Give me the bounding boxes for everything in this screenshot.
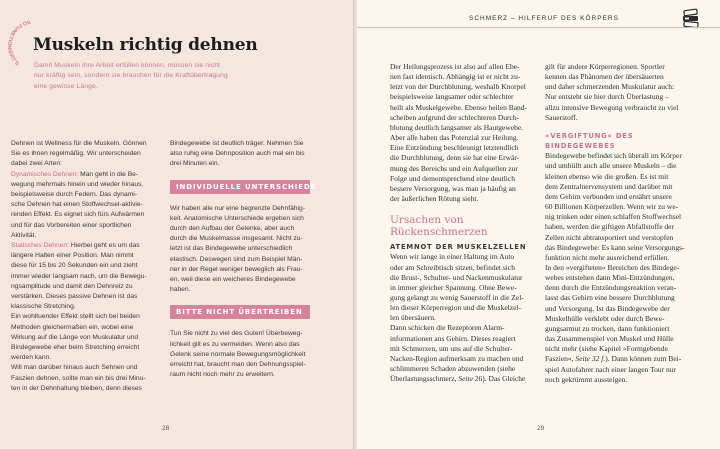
text-line: Methoden gleichermaßen ein, wobei eine (11, 323, 134, 331)
text-line: informationen ans Gehirn. Dieses reagiert (390, 333, 516, 343)
dynamic-stretching-line (11, 170, 166, 180)
text-line: verstärken. Dieses passive Dehnen ist das (11, 293, 138, 301)
page-reference: Seite 32 f. (575, 354, 606, 364)
text-line: Bindegewebe eher beim Stretching erreicht (11, 344, 140, 352)
text-line: nig trinken oder einen schlaffen Stoffwechsel (545, 212, 682, 222)
text-line: letzt von der Durchblutung, weshalb Knorpel (390, 82, 526, 92)
right-column-1 (390, 62, 530, 384)
text-line: Nur entsteht sie hier durch Überlastung – (545, 92, 669, 102)
text-line: Dehnen ist Wellness für die Muskeln. Gönnen (11, 140, 147, 147)
text-line: Wenn wir lange in einer Haltung im Auto (390, 252, 515, 262)
text-line: diese für 15 bis 20 Sekunden ein und zieht (11, 262, 138, 270)
text-fragment: Faszien«, (545, 354, 576, 364)
text-line: gung gelangt zu wenig Sauerstoff in die Zel- (390, 292, 524, 302)
heading-dont-overdo: BITTE NICHT ÜBERTREIBEN (170, 305, 310, 319)
text-line: Tun Sie nicht zu viel des Guten! Überbeweg- (170, 330, 303, 338)
text-line: die Durchblutung, denn sie hat eine Erwär- (390, 153, 520, 163)
text-line: scheiben aufgrund der schlechteren Durch- (390, 112, 520, 122)
intro-line: Damit Muskeln ihre Arbeit erfüllen können, müssen sie nicht (34, 62, 221, 69)
page-reference: Seite (458, 374, 473, 384)
text-line: Will man darüber hinaus auch Sehnen und (11, 364, 138, 372)
text-line (545, 354, 700, 364)
text-line: Gelenk seine normale Bewegungsmöglichkeit (170, 350, 306, 358)
text-line: immer wieder langsam nach, um die Bewegu- (11, 272, 147, 280)
text-fragment: Überlastungsschmerz, (390, 374, 459, 384)
text-line: lasst das Gehirn eine bessere Durchblutung (545, 293, 675, 303)
text-line: Der Heilungsprozess ist also auf allen Ebe- (390, 62, 520, 71)
text-line: webes entstehen dann Mini-Entzündungen, (545, 273, 675, 283)
text-line: 60 Billionen Körperzellen. Wenn wir zu we- (545, 202, 679, 212)
page-number-left: 28 (162, 425, 170, 432)
text-line: gilt für andere Körperregionen. Sportler (545, 62, 665, 71)
text-line: werden kann. (11, 354, 52, 362)
text-line: ten in der Dehnhaltung bleiben, denn dieses (11, 384, 142, 392)
text-line: Faszien dehnen, sollte man ein bis drei Minu- (11, 374, 146, 382)
text-line: ner in der Regel weniger beweglich als Frau- (170, 265, 303, 273)
text-line: kennen das Phänomen der übersäuerten (545, 72, 664, 82)
text-line: spiel Autofahrer nach einer langen Tour nur (545, 364, 676, 374)
text-line: raum nicht noch mehr zu erweitern. (170, 371, 275, 379)
text-line: das Bindegewebe: Es kann seine Versorgungs- (545, 242, 685, 252)
text-line: durch den Aufbau der Gelenke, aber auch (170, 225, 295, 233)
dynamic-stretching-label: Dynamisches Dehnen: (11, 170, 79, 178)
text-line: bessere Versorgung, was man ja häufig an (390, 183, 516, 193)
text-line: allzu intensive Bewegung verbraucht zu viel (545, 102, 679, 112)
text-fragment: Man geht in die Be- (78, 170, 139, 178)
text-line: längere Halten einer Position. Man nimmt (11, 252, 134, 260)
text-line: haben, werden die giftigen Abfallstoffe der (545, 222, 674, 232)
text-line: renden Effekt. Es eignet sich fürs Aufwärmen (11, 211, 145, 219)
text-line: haben. (170, 286, 191, 294)
text-line: lichkeit gilt es zu vermeiden. Wenn also das (170, 340, 300, 348)
text-line: klassische Stretching. (11, 303, 76, 311)
text-line: gungsarmut zu trocken, dann funktioniert (545, 323, 670, 333)
text-fragment: ). Dann können zum Bei- (605, 354, 682, 364)
text-fragment: 26). Das Gleiche (472, 374, 526, 384)
text-line: dabei zwei Arten: (11, 160, 62, 168)
heading-individual-differences: INDIVIDUELLE UNTERSCHIEDE (170, 180, 310, 194)
page-title: Muskeln richtig dehnen (33, 35, 258, 55)
text-line: elastisch. Deswegen sind zum Beispiel Män- (170, 255, 303, 263)
text-line: Zellen nicht abtransportiert und verstopfen (545, 232, 674, 242)
text-line: len dieser Körperregion und die Muskelzel- (390, 303, 521, 313)
text-line: heilt als Muskelgewebe. Ebenso heilen Band- (390, 102, 528, 112)
text-line: en, weil diese ein weicheres Bindegewebe (170, 276, 296, 284)
text-line: Nacken-Region aufmerksam zu machen und (390, 353, 524, 363)
text-line: letzt ist das Bindegewebe unterschiedlich (170, 245, 293, 253)
badge-text: SO FUNKTIONIERT'S (5, 18, 31, 68)
text-fragment: Hierbei geht es um das (69, 242, 140, 250)
text-line: drei Minuten ein. (170, 160, 220, 168)
static-stretching-line (11, 241, 166, 251)
text-line: sche Dehnen hat einen Stoffwechsel-aktivie- (11, 201, 143, 209)
left-column-1 (11, 139, 166, 394)
header-rule (357, 27, 720, 28)
text-line: und Versorgung. Ist das Bindegewebe der (545, 303, 670, 313)
text-line: len übersäuern. (390, 313, 436, 323)
static-stretching-label: Statisches Dehnen: (11, 242, 69, 250)
text-line: durch die Muskelmasse insgesamt. Nicht zu- (170, 235, 303, 243)
text-line: oder am Schreibtisch sitzen, befindet sich (390, 262, 515, 272)
left-column-2 (170, 139, 330, 380)
text-line: der äußerlichen Rötung sieht. (390, 194, 479, 204)
text-line: Bindegewebe befindet sich überall im Körper (545, 151, 682, 161)
text-line: also ruhig eine Dehnposition auch mal ein bis (170, 150, 305, 158)
text-line: funktion nicht mehr ausreichend erfüllen. (545, 252, 670, 262)
page-number-right: 29 (537, 425, 545, 432)
intro-text (34, 61, 284, 92)
text-line: dem Gehirn verbunden und ernährt unsere (545, 191, 672, 201)
text-line: Dann schicken die Rezeptoren Alarm- (390, 323, 505, 333)
running-head: SCHMERZ – HILFERUF DES KÖRPERS (469, 15, 619, 22)
text-line: Muskelhülle verklebt oder durch Bewe- (545, 313, 665, 323)
text-line: beispielsweise durch Federn. Das dynami- (11, 191, 138, 199)
text-line: erreicht hat, braucht man den Dehnungsspiel- (170, 361, 306, 369)
text-line: und für das Vorbereiten einer sportlichen (11, 221, 132, 229)
text-line: und umhüllt auch alle unsere Muskeln – die (545, 161, 677, 171)
text-line: wegung mehrmals hinein und wieder hinaus, (11, 180, 144, 188)
text-line: nicht mehr (siehe Kapitel »Formgebende (545, 344, 668, 354)
intro-line: nur kräftig sein, sondern sie brauchen für die Kraftübertragung (34, 72, 228, 80)
text-line: Folge und dementsprechend eine deutlich (390, 173, 515, 183)
text-line: keit. Anatomische Unterschiede ergeben sich (170, 214, 304, 222)
text-line: Wirkung auf die Länge von Muskulatur und (11, 333, 139, 341)
caps-heading-poisoning: »VERGIFTUNG« DES (545, 131, 634, 140)
text-line: Eine Entzündung beschleunigt letztendlich (390, 143, 519, 153)
svg-text:SO FUNKTIONIERT'S (6, 18, 31, 67)
subheading-back-pain: Ursachen von (390, 214, 464, 227)
text-line: Sie es ihnen regelmäßig. Wir unterscheiden (11, 150, 141, 158)
text-line: Ein wohltuender Effekt stellt sich bei beiden (11, 313, 140, 321)
text-line: blutung deutlich langsamer als Hautgewebe. (390, 122, 524, 132)
text-line: in immer gleicher Spannung. Ohne Bewe- (390, 282, 517, 292)
left-page (0, 0, 355, 449)
text-line: denn durch die Entzündungsreaktion veran- (545, 283, 677, 293)
text-line: In den »vergifteten« Bereichen des Bindege- (545, 262, 680, 272)
text-line: ngsamplitude und damit den Dehnreiz zu (11, 282, 133, 290)
text-line: und daher schmerzenden Muskulatur auch: (545, 82, 675, 92)
text-line: kleinen ebenso wie die großen. Es ist mit (545, 171, 669, 181)
caps-heading-poisoning: BINDEGEWEBES (545, 142, 616, 151)
text-line: schlimmeren Schaden abzuwenden (siehe (390, 364, 516, 374)
text-line: dem Zentralnervensystem und darüber mit (545, 181, 673, 191)
text-line (390, 374, 530, 384)
text-line: Aktivität. (11, 231, 37, 239)
text-line: noch gekrümmt aussteigen. (545, 374, 628, 384)
text-line: Sauerstoff. (545, 112, 578, 122)
text-line: das Zusammenspiel von Muskel und Hülle (545, 334, 674, 344)
text-line: Aber alle haben das Potenzial zur Heilung. (390, 133, 519, 143)
right-page (357, 0, 720, 449)
text-line: mung des Bereichs und ein Aufquellen zur (390, 163, 518, 173)
subheading-back-pain: Rückenschmerzen (390, 226, 488, 239)
right-column-2 (545, 62, 700, 385)
text-line: nen fast identisch. Abhängig ist er nicht zu- (390, 72, 521, 82)
caps-heading-muscle-breath: ATEMNOT DER MUSKELZELLEN (390, 243, 527, 252)
text-line: die Brust-, Schulter- und Nackenmuskulatur (390, 272, 523, 282)
text-line: Bindegewebe ist deutlich träger. Nehmen Sie (170, 140, 304, 147)
text-line: beispielsweise langsamer oder schlechter (390, 92, 514, 102)
text-line: Wir haben alle nur eine begrenzte Dehnfähig- (170, 204, 305, 212)
intro-line: eine gewisse Länge. (34, 82, 98, 90)
text-line: mit Schmerzen, um uns auf die Schulter- (390, 343, 513, 353)
